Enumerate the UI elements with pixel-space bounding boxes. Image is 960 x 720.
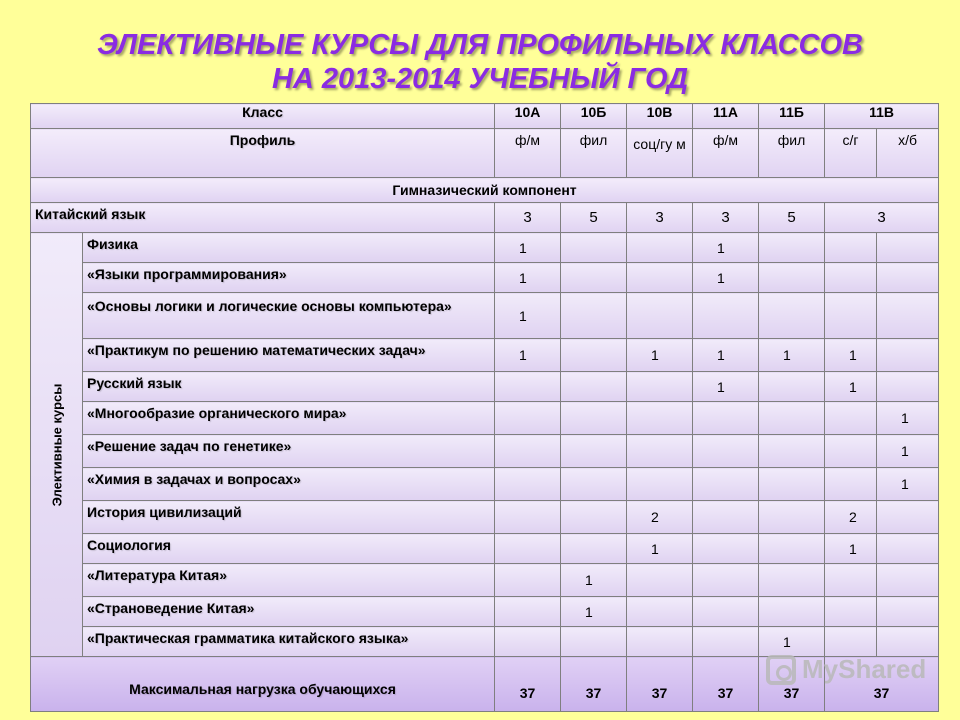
elective-courses-label [31,233,83,657]
course-value [561,372,627,402]
course-value [495,435,561,468]
class-11v: 11В [825,104,939,129]
profile-11a: ф/м [693,129,759,178]
course-value: 1 [693,339,759,372]
page-title [0,28,960,96]
course-value [759,263,825,293]
course-value: 1 [825,534,877,564]
course-value [627,293,693,339]
course-value: 1 [495,233,561,263]
course-value [825,597,877,627]
course-row [31,372,939,402]
elective-courses-text: Элективные курсы [49,383,64,506]
course-value [627,468,693,501]
course-value [561,468,627,501]
course-value [561,534,627,564]
course-value [693,402,759,435]
course-label: История цивилизаций [83,501,495,534]
course-value [495,627,561,657]
course-value [495,534,561,564]
chinese-11v: 3 [825,203,939,233]
course-value [693,564,759,597]
course-value [825,233,877,263]
class-10a: 10А [495,104,561,129]
chinese-11b: 5 [759,203,825,233]
course-value [759,402,825,435]
class-label: Класс [31,104,495,129]
profile-10a: ф/м [495,129,561,178]
course-label: «Химия в задачах и вопросах» [83,468,495,501]
total-value: 37 [825,657,939,712]
course-value [561,501,627,534]
course-value: 1 [877,402,939,435]
course-value: 1 [561,564,627,597]
course-value [495,597,561,627]
course-value: 1 [627,534,693,564]
course-value [693,627,759,657]
class-11b: 11Б [759,104,825,129]
course-value [495,501,561,534]
course-value [495,468,561,501]
course-value [877,233,939,263]
course-label: «Практикум по решению математических задач» [83,339,495,372]
course-value [627,402,693,435]
course-value [877,564,939,597]
course-value [561,339,627,372]
chinese-label: Китайский язык [31,203,495,233]
course-value [825,293,877,339]
course-value [877,534,939,564]
course-value [759,372,825,402]
course-value [561,402,627,435]
course-value [825,435,877,468]
course-value [825,468,877,501]
course-value [759,564,825,597]
course-row [31,468,939,501]
profile-11b: фил [759,129,825,178]
chinese-10b: 5 [561,203,627,233]
course-value [877,293,939,339]
course-value: 1 [693,372,759,402]
watermark-text: MyShared [802,654,927,684]
course-value [759,597,825,627]
course-label: «Многообразие органического мира» [83,402,495,435]
course-label: Русский язык [83,372,495,402]
course-value [877,263,939,293]
profile-11v-hb: х/б [877,129,939,178]
course-value [877,627,939,657]
course-value [561,435,627,468]
course-label: Физика [83,233,495,263]
course-value: 1 [825,372,877,402]
course-value [825,263,877,293]
watermark [766,654,926,685]
course-value [825,402,877,435]
course-value [495,402,561,435]
course-value [693,435,759,468]
chinese-10v: 3 [627,203,693,233]
chinese-11a: 3 [693,203,759,233]
total-value: 37 [627,657,693,712]
course-value [627,372,693,402]
course-value: 1 [495,263,561,293]
course-value: 2 [627,501,693,534]
course-value [877,339,939,372]
course-value [759,501,825,534]
profile-11v-sg: с/г [825,129,877,178]
course-value [759,435,825,468]
course-label: Социология [83,534,495,564]
course-value [627,233,693,263]
course-value [693,468,759,501]
class-11a: 11А [693,104,759,129]
course-row [31,627,939,657]
course-value [561,293,627,339]
total-value: 37 [495,657,561,712]
course-value: 2 [825,501,877,534]
course-value [759,468,825,501]
course-value: 1 [627,339,693,372]
course-value [825,564,877,597]
course-row [31,293,939,339]
elective-table [30,103,939,712]
course-value [759,293,825,339]
course-value [759,233,825,263]
course-label: «Решение задач по генетике» [83,435,495,468]
profile-label: Профиль [31,129,495,178]
course-value: 1 [561,597,627,627]
course-value: 1 [495,293,561,339]
course-value [693,597,759,627]
watermark-icon [766,655,796,685]
title-line-1: ЭЛЕКТИВНЫЕ КУРСЫ ДЛЯ ПРОФИЛЬНЫХ КЛАССОВ [97,29,863,61]
profile-10b: фил [561,129,627,178]
course-value [627,435,693,468]
course-value [825,627,877,657]
course-value [877,597,939,627]
course-label: «Литература Китая» [83,564,495,597]
course-label: «Страноведение Китая» [83,597,495,627]
course-value: 1 [877,468,939,501]
course-value [759,534,825,564]
course-row [31,263,939,293]
course-row [31,435,939,468]
profile-10v: соц/гу м [627,129,693,178]
course-value [495,564,561,597]
profile-row [31,129,939,178]
class-10v: 10В [627,104,693,129]
course-value [495,372,561,402]
course-row [31,501,939,534]
course-value [561,627,627,657]
course-value [693,534,759,564]
course-value [877,501,939,534]
class-row [31,104,939,129]
course-row [31,402,939,435]
course-row [31,597,939,627]
course-value [627,263,693,293]
course-value [627,597,693,627]
chinese-row [31,203,939,233]
course-value [693,501,759,534]
class-10b: 10Б [561,104,627,129]
course-value: 1 [693,263,759,293]
chinese-10a: 3 [495,203,561,233]
course-value [627,564,693,597]
course-label: «Практическая грамматика китайского языка» [83,627,495,657]
total-value: 37 [693,657,759,712]
course-value: 1 [759,627,825,657]
course-value: 1 [825,339,877,372]
section-label: Гимназический компонент [31,178,939,203]
section-row [31,178,939,203]
course-value: 1 [495,339,561,372]
course-value: 1 [877,435,939,468]
course-value [877,372,939,402]
course-label: «Основы логики и логические основы компьютера» [83,293,495,339]
title-line-2: НА 2013-2014 УЧЕБНЫЙ ГОД [271,63,689,95]
course-value [627,627,693,657]
course-row [31,339,939,372]
total-label: Максимальная нагрузка обучающихся [31,657,495,712]
course-row [31,233,939,263]
course-value [561,233,627,263]
course-value [693,293,759,339]
course-value: 1 [693,233,759,263]
course-value: 1 [759,339,825,372]
course-row [31,534,939,564]
total-value: 37 [561,657,627,712]
total-value: 37 [759,657,825,712]
course-row [31,564,939,597]
course-value [561,263,627,293]
course-label: «Языки программирования» [83,263,495,293]
